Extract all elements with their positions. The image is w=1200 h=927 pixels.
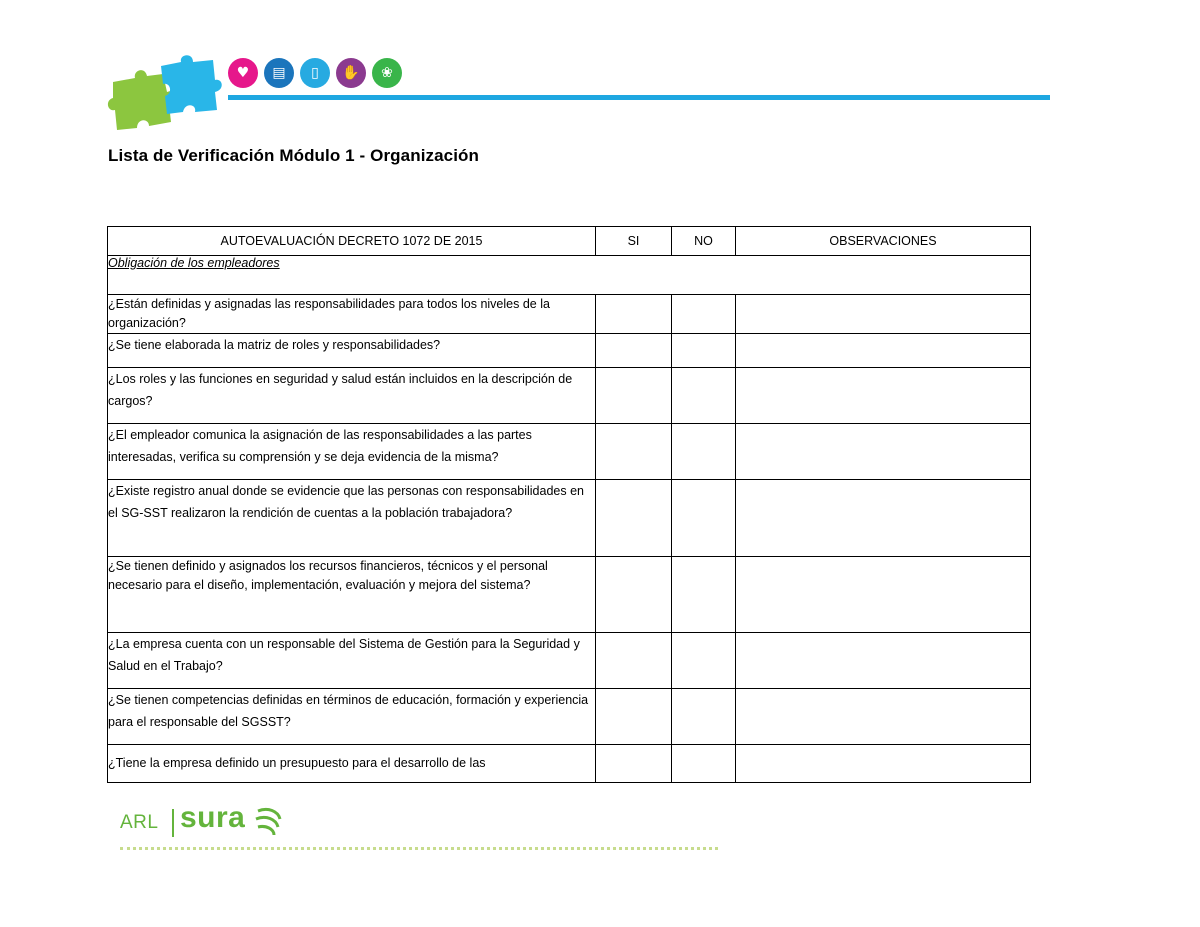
no-cell[interactable]: [672, 689, 736, 745]
table-row: [108, 334, 1031, 368]
leaf-icon: ❀: [372, 58, 402, 88]
document-icon: ▤: [264, 58, 294, 88]
table-row: [108, 557, 1031, 633]
category-icons: [228, 58, 402, 88]
question-cell: ¿Tiene la empresa definido un presupuesto para el desarrollo de las: [108, 745, 596, 783]
arl-sura-logo: [120, 801, 720, 861]
table-row: [108, 480, 1031, 557]
question-cell: ¿Están definidas y asignadas las responsabilidades para todos los niveles de la organización?: [108, 295, 596, 334]
column-header-question: AUTOEVALUACIÓN DECRETO 1072 DE 2015: [108, 227, 596, 256]
page-header: [0, 0, 1200, 140]
question-cell: ¿Se tienen competencias definidas en términos de educación, formación y experiencia para el responsable del SGSST?: [108, 689, 596, 745]
table-row: [108, 424, 1031, 480]
section-row: [108, 256, 1031, 295]
observations-cell[interactable]: [736, 424, 1031, 480]
footer-dotted-line: [120, 847, 718, 850]
si-cell[interactable]: [596, 334, 672, 368]
no-cell[interactable]: [672, 557, 736, 633]
header-divider: [228, 95, 1050, 100]
observations-cell[interactable]: [736, 633, 1031, 689]
column-header-si: SI: [596, 227, 672, 256]
no-cell[interactable]: [672, 424, 736, 480]
bottle-icon: ▯: [300, 58, 330, 88]
no-cell[interactable]: [672, 480, 736, 557]
si-cell[interactable]: [596, 368, 672, 424]
column-header-observations: OBSERVACIONES: [736, 227, 1031, 256]
si-cell[interactable]: [596, 745, 672, 783]
si-cell[interactable]: [596, 689, 672, 745]
si-cell[interactable]: [596, 295, 672, 334]
observations-cell[interactable]: [736, 689, 1031, 745]
logo-arl-text: ARL: [120, 812, 159, 833]
column-header-no: NO: [672, 227, 736, 256]
checklist-table: [107, 226, 1031, 783]
question-cell: ¿El empleador comunica la asignación de las responsabilidades a las partes interesadas, verifica su comprensión y se deja evidencia de la misma?: [108, 424, 596, 480]
si-cell[interactable]: [596, 633, 672, 689]
observations-cell[interactable]: [736, 295, 1031, 334]
observations-cell[interactable]: [736, 368, 1031, 424]
section-title: Obligación de los empleadores: [108, 256, 1031, 295]
table-row: [108, 368, 1031, 424]
table-row: [108, 295, 1031, 334]
table-row: [108, 689, 1031, 745]
table-row: [108, 633, 1031, 689]
si-cell[interactable]: [596, 557, 672, 633]
sura-swirl-icon: [254, 805, 284, 841]
no-cell[interactable]: [672, 633, 736, 689]
si-cell[interactable]: [596, 424, 672, 480]
question-cell: ¿Se tiene elaborada la matriz de roles y responsabilidades?: [108, 334, 596, 368]
logo-divider: [172, 809, 174, 837]
observations-cell[interactable]: [736, 334, 1031, 368]
question-cell: ¿Existe registro anual donde se evidencie que las personas con responsabilidades en el SG-SST realizaron la rendición de cuentas a la población trabajadora?: [108, 480, 596, 557]
heart-icon: ♥: [228, 58, 258, 88]
si-cell[interactable]: [596, 480, 672, 557]
no-cell[interactable]: [672, 745, 736, 783]
puzzle-logo-icon: [105, 52, 225, 132]
question-cell: ¿Se tienen definido y asignados los recursos financieros, técnicos y el personal necesario para el diseño, implementación, evaluación y mejora del sistema?: [108, 557, 596, 633]
page-title: Lista de Verificación Módulo 1 - Organización: [108, 146, 480, 165]
question-cell: ¿La empresa cuenta con un responsable del Sistema de Gestión para la Seguridad y Salud en el Trabajo?: [108, 633, 596, 689]
observations-cell[interactable]: [736, 480, 1031, 557]
observations-cell[interactable]: [736, 557, 1031, 633]
no-cell[interactable]: [672, 368, 736, 424]
handshake-icon: ✋: [336, 58, 366, 88]
question-cell: ¿Los roles y las funciones en seguridad y salud están incluidos en la descripción de cargos?: [108, 368, 596, 424]
logo-sura-text: sura: [180, 801, 246, 834]
no-cell[interactable]: [672, 334, 736, 368]
observations-cell[interactable]: [736, 745, 1031, 783]
table-row: [108, 745, 1031, 783]
table-header-row: [108, 227, 1031, 256]
no-cell[interactable]: [672, 295, 736, 334]
